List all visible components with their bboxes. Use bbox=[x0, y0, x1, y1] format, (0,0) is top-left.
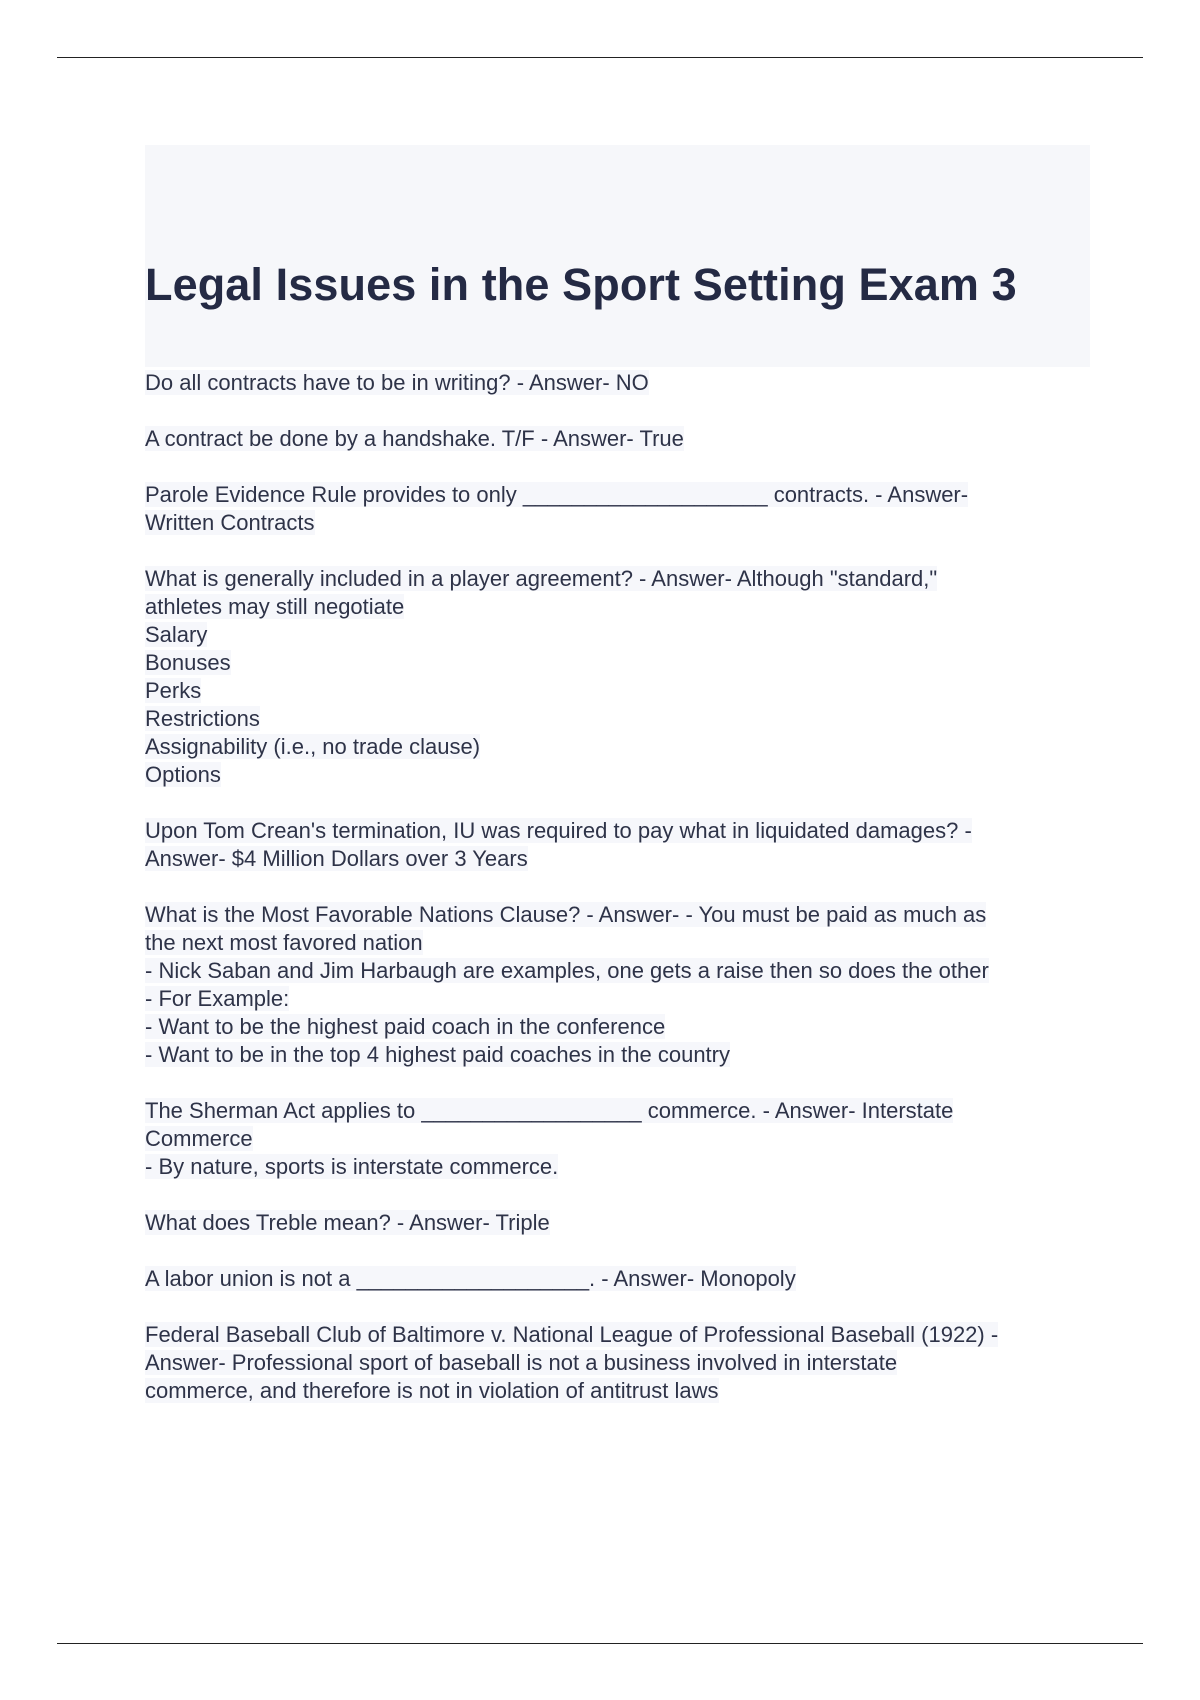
qa-line bbox=[145, 649, 1090, 677]
qa-item bbox=[145, 481, 1090, 537]
document-title: Legal Issues in the Sport Setting Exam 3 bbox=[145, 259, 1017, 310]
qa-line bbox=[145, 593, 1090, 621]
qa-line-text: Assignability (i.e., no trade clause) bbox=[145, 734, 481, 759]
qa-line bbox=[145, 481, 1090, 509]
qa-line-text: Options bbox=[145, 762, 221, 787]
qa-line-text: A contract be done by a handshake. T/F - Answer- True bbox=[145, 426, 684, 451]
qa-line bbox=[145, 1265, 1090, 1293]
document-page bbox=[145, 145, 1090, 1433]
qa-line-text: the next most favored nation bbox=[145, 930, 423, 955]
qa-line-text: Answer- Professional sport of baseball is not a business involved in interstate bbox=[145, 1350, 898, 1375]
qa-line bbox=[145, 1013, 1090, 1041]
qa-line bbox=[145, 621, 1090, 649]
qa-line bbox=[145, 957, 1090, 985]
qa-line bbox=[145, 1209, 1090, 1237]
bottom-rule bbox=[57, 1643, 1143, 1644]
qa-line bbox=[145, 1377, 1090, 1405]
qa-line-text: What does Treble mean? - Answer- Triple bbox=[145, 1210, 550, 1235]
qa-line-text: - Want to be in the top 4 highest paid coaches in the country bbox=[145, 1042, 730, 1067]
qa-line-text: Bonuses bbox=[145, 650, 231, 675]
qa-line-text: commerce, and therefore is not in violation of antitrust laws bbox=[145, 1378, 719, 1403]
qa-line bbox=[145, 1041, 1090, 1069]
qa-line bbox=[145, 1125, 1090, 1153]
qa-item bbox=[145, 1097, 1090, 1181]
qa-line-text: Federal Baseball Club of Baltimore v. National League of Professional Baseball (1922) - bbox=[145, 1322, 999, 1347]
qa-line bbox=[145, 929, 1090, 957]
qa-line-text: Perks bbox=[145, 678, 202, 703]
title-band bbox=[145, 145, 1090, 367]
qa-line-text: - Want to be the highest paid coach in the conference bbox=[145, 1014, 666, 1039]
qa-item bbox=[145, 425, 1090, 453]
qa-line-text: What is generally included in a player agreement? - Answer- Although "standard," bbox=[145, 566, 938, 591]
qa-line-text: Parole Evidence Rule provides to only ____________________ contracts. - Answer- bbox=[145, 482, 969, 507]
qa-item bbox=[145, 565, 1090, 789]
qa-list bbox=[145, 369, 1090, 1405]
qa-line bbox=[145, 1321, 1090, 1349]
qa-item bbox=[145, 369, 1090, 397]
qa-item bbox=[145, 1321, 1090, 1405]
qa-line-text: A labor union is not a ___________________. - Answer- Monopoly bbox=[145, 1266, 796, 1291]
qa-line-text: Commerce bbox=[145, 1126, 253, 1151]
qa-line-text: - For Example: bbox=[145, 986, 290, 1011]
qa-item bbox=[145, 1265, 1090, 1293]
qa-line-text: Do all contracts have to be in writing? - Answer- NO bbox=[145, 370, 649, 395]
qa-line bbox=[145, 985, 1090, 1013]
qa-line bbox=[145, 1349, 1090, 1377]
top-rule bbox=[57, 57, 1143, 58]
qa-line-text: Written Contracts bbox=[145, 510, 315, 535]
qa-line bbox=[145, 1153, 1090, 1181]
qa-line-text: Restrictions bbox=[145, 706, 260, 731]
qa-line bbox=[145, 565, 1090, 593]
qa-line bbox=[145, 761, 1090, 789]
qa-line bbox=[145, 1097, 1090, 1125]
qa-line bbox=[145, 845, 1090, 873]
qa-line-text: Upon Tom Crean's termination, IU was required to pay what in liquidated damages? - bbox=[145, 818, 972, 843]
qa-line bbox=[145, 509, 1090, 537]
qa-line bbox=[145, 677, 1090, 705]
qa-line bbox=[145, 817, 1090, 845]
qa-line-text: The Sherman Act applies to __________________ commerce. - Answer- Interstate bbox=[145, 1098, 954, 1123]
qa-line-text: athletes may still negotiate bbox=[145, 594, 405, 619]
qa-line-text: Answer- $4 Million Dollars over 3 Years bbox=[145, 846, 528, 871]
qa-line bbox=[145, 425, 1090, 453]
qa-item bbox=[145, 1209, 1090, 1237]
qa-line-text: Salary bbox=[145, 622, 208, 647]
qa-line bbox=[145, 901, 1090, 929]
qa-line bbox=[145, 705, 1090, 733]
qa-line-text: What is the Most Favorable Nations Clause? - Answer- - You must be paid as much as bbox=[145, 902, 987, 927]
qa-line bbox=[145, 733, 1090, 761]
qa-item bbox=[145, 901, 1090, 1069]
qa-line-text: - Nick Saban and Jim Harbaugh are examples, one gets a raise then so does the other bbox=[145, 958, 989, 983]
qa-line bbox=[145, 369, 1090, 397]
qa-line-text: - By nature, sports is interstate commerce. bbox=[145, 1154, 559, 1179]
qa-item bbox=[145, 817, 1090, 873]
